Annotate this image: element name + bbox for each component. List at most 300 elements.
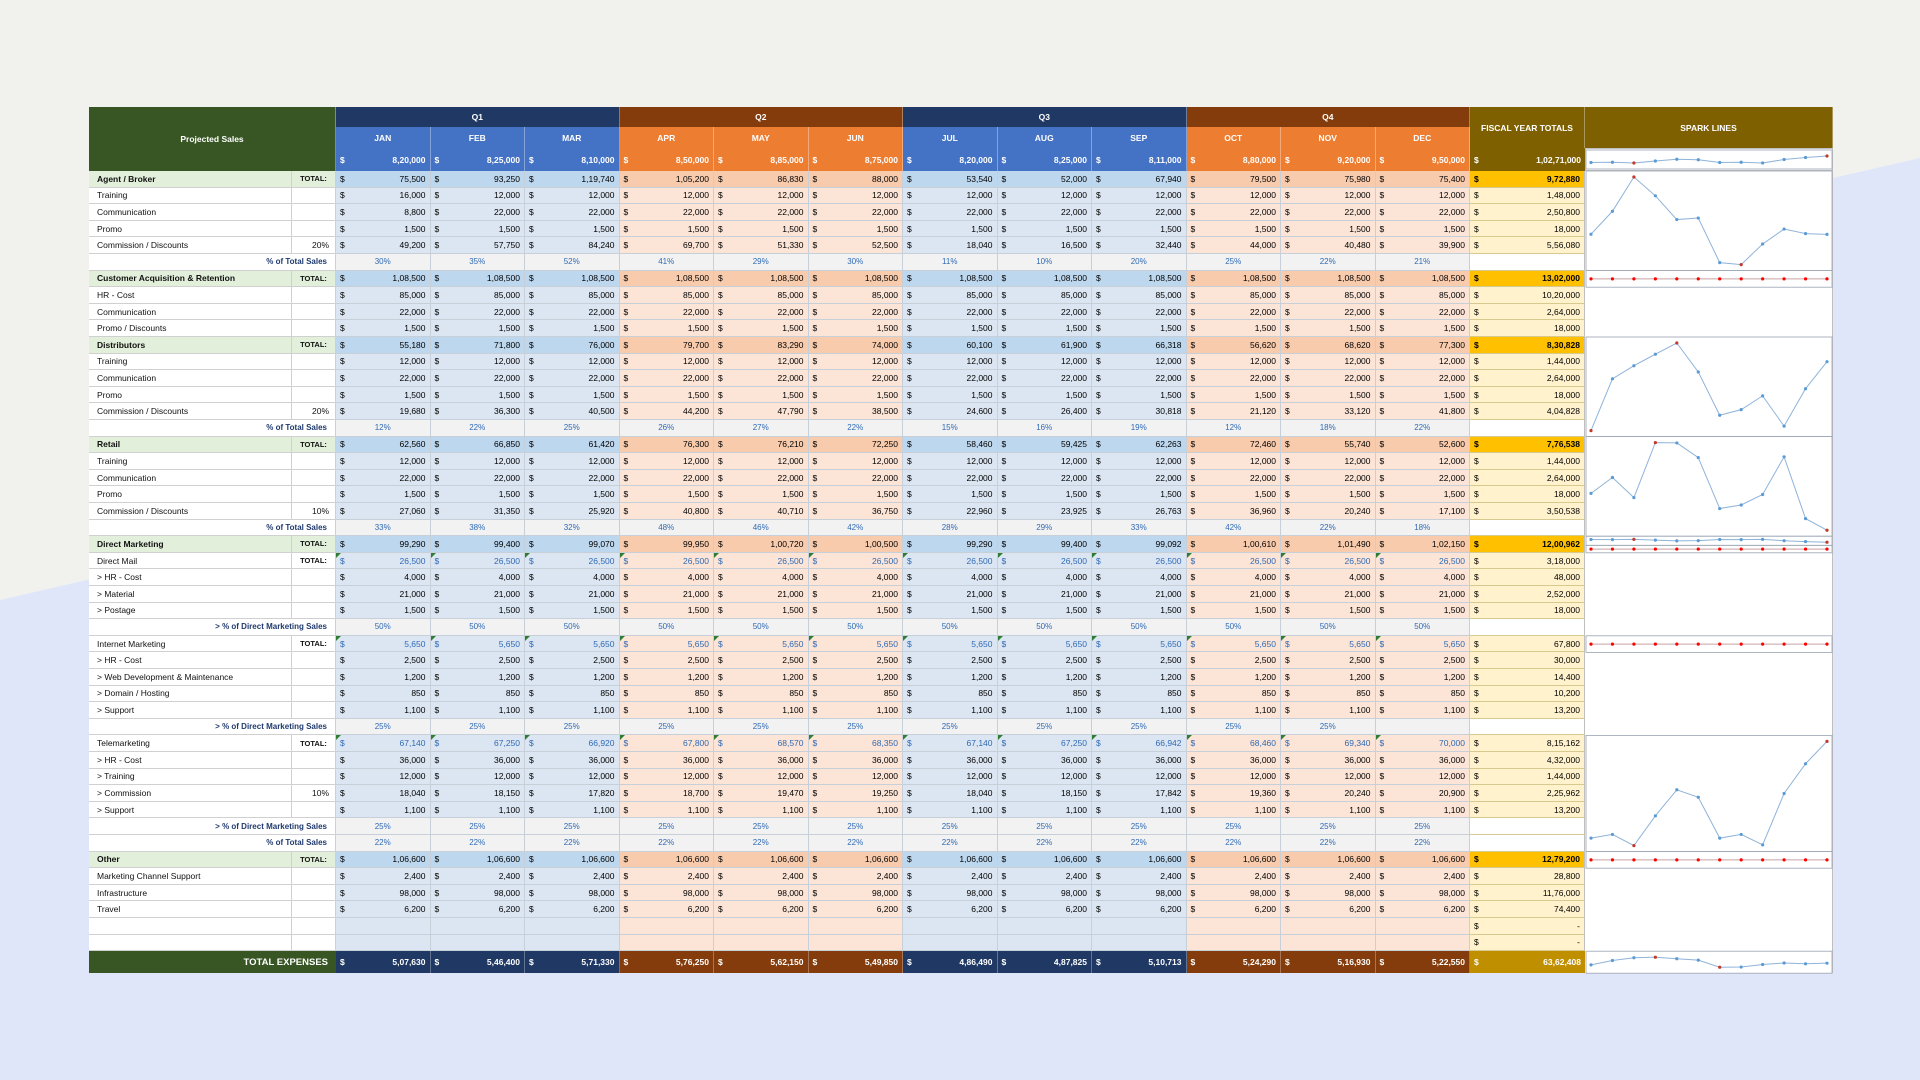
cell-value: 22,000: [872, 206, 898, 217]
fiscal-year-value: 13,200: [1554, 704, 1580, 715]
currency-symbol: $: [1285, 472, 1290, 483]
cell-value: 22,000: [1439, 306, 1465, 317]
month-cell-jun: [809, 918, 904, 935]
currency-symbol: $: [434, 854, 440, 865]
cell-value: 21,000: [1155, 588, 1182, 599]
currency-symbol: $: [1190, 273, 1196, 284]
currency-symbol: $: [623, 787, 629, 798]
percent-value: 28%: [903, 520, 998, 537]
month-cell-jan: [336, 320, 431, 337]
month-cell-may: [714, 536, 809, 553]
total-expenses-oct: [1187, 951, 1282, 973]
currency-symbol: $: [1001, 555, 1007, 566]
month-cell-jun: [809, 901, 904, 918]
currency-symbol: $: [812, 688, 818, 699]
currency-symbol: $: [434, 323, 440, 334]
currency-symbol: $: [718, 206, 723, 217]
currency-symbol: $: [1474, 787, 1479, 798]
projected-sales-value: 8,20,000: [959, 154, 993, 165]
cell-value: 6,200: [1443, 904, 1465, 915]
fiscal-year-value: 28,800: [1554, 870, 1580, 881]
cell-value: 12,000: [1344, 356, 1371, 367]
month-cell-apr: [620, 370, 715, 387]
cell-value: 40,480: [1344, 240, 1371, 251]
month-cell-jun: [809, 569, 904, 586]
currency-symbol: $: [434, 223, 440, 234]
cell-value: 12,000: [872, 190, 898, 201]
cell-value: 6,200: [593, 904, 615, 915]
projected-sales-header: Projected Sales: [89, 107, 336, 171]
currency-symbol: $: [907, 455, 912, 466]
currency-symbol: $: [812, 538, 818, 549]
currency-symbol: $: [1096, 555, 1101, 566]
month-cell-apr: [620, 403, 715, 420]
percent-value: 50%: [903, 619, 998, 636]
currency-symbol: $: [718, 538, 723, 549]
cell-value: 2,500: [593, 655, 615, 666]
currency-symbol: $: [1001, 572, 1007, 583]
rate-cell: [292, 569, 336, 586]
cell-value: 85,000: [966, 289, 993, 300]
currency-symbol: $: [623, 289, 629, 300]
fiscal-year-total-cell: [1470, 387, 1585, 404]
cell-value: 12,000: [1155, 455, 1182, 466]
currency-symbol: $: [1190, 223, 1196, 234]
fiscal-year-value: 2,25,962: [1546, 787, 1580, 798]
percent-value: 22%: [998, 835, 1093, 852]
cell-value: 98,000: [872, 887, 898, 898]
row-label: > Support: [89, 702, 292, 719]
month-cell-jan: [336, 603, 431, 620]
currency-symbol: $: [1474, 439, 1479, 450]
percent-value: 22%: [525, 835, 620, 852]
currency-symbol: $: [623, 638, 629, 649]
month-cell-oct: [1187, 470, 1282, 487]
percent-value: 12%: [336, 420, 431, 437]
month-cell-feb: [431, 304, 526, 321]
currency-symbol: $: [340, 572, 345, 583]
month-cell-nov: [1281, 437, 1376, 454]
spark-point: [1632, 956, 1635, 959]
spark-point: [1697, 539, 1700, 542]
month-cell-dec: [1376, 287, 1471, 304]
cell-value: 32,440: [1155, 240, 1182, 251]
fiscal-year-total-cell: [1470, 935, 1585, 952]
currency-symbol: $: [907, 655, 912, 666]
currency-symbol: $: [812, 870, 818, 881]
currency-symbol: $: [1379, 638, 1385, 649]
row-label: Travel: [89, 901, 292, 918]
currency-symbol: $: [1379, 223, 1385, 234]
month-cell-jan: [336, 370, 431, 387]
cell-value: 2,400: [1160, 870, 1182, 881]
fiscal-year-value: 18,000: [1554, 489, 1580, 500]
month-cell-may: [714, 852, 809, 869]
spark-lines-header: SPARK LINES: [1585, 107, 1833, 148]
month-cell-apr: [620, 586, 715, 603]
spark-point: [1697, 796, 1700, 799]
cell-value: 1,500: [1349, 389, 1371, 400]
cell-value: 21,000: [777, 588, 804, 599]
cell-value: 8,800: [404, 206, 426, 217]
month-cell-oct: [1187, 652, 1282, 669]
currency-symbol: $: [340, 688, 345, 699]
quarter-header-q2: Q2: [620, 107, 904, 127]
currency-symbol: $: [812, 339, 818, 350]
cell-value: 68,460: [1250, 738, 1276, 749]
percent-value: 42%: [1187, 520, 1282, 537]
row-label: Training: [89, 453, 292, 470]
cell-value: 22,000: [683, 472, 709, 483]
percent-value: 22%: [714, 835, 809, 852]
rate-cell: [292, 188, 336, 205]
month-cell-apr: [620, 320, 715, 337]
fiscal-year-total-cell: [1470, 171, 1585, 188]
total-expenses-value: 5,46,400: [486, 957, 520, 968]
currency-symbol: $: [1001, 904, 1007, 915]
month-cell-feb: [431, 387, 526, 404]
cell-value: 57,750: [494, 240, 520, 251]
cell-value: 4,000: [1254, 572, 1276, 583]
formula-marker: [1092, 636, 1097, 641]
currency-symbol: $: [1285, 605, 1290, 616]
currency-symbol: $: [434, 306, 440, 317]
currency-symbol: $: [1285, 273, 1290, 284]
month-cell-dec: [1376, 304, 1471, 321]
cell-value: 1,200: [782, 671, 804, 682]
percent-value: 41%: [620, 254, 715, 271]
cell-value: 40,800: [683, 505, 709, 516]
section-label: Distributors: [89, 337, 292, 354]
currency-symbol: $: [1379, 439, 1385, 450]
month-cell-sep: [1092, 536, 1187, 553]
cell-value: 1,500: [1254, 489, 1276, 500]
month-cell-may: [714, 437, 809, 454]
currency-symbol: $: [718, 505, 723, 516]
percent-value: 25%: [1187, 254, 1282, 271]
currency-symbol: $: [812, 206, 818, 217]
currency-symbol: $: [340, 223, 345, 234]
month-cell-dec: [1376, 221, 1471, 238]
cell-value: 22,000: [966, 306, 993, 317]
percent-value: 50%: [431, 619, 526, 636]
currency-symbol: $: [907, 273, 912, 284]
month-header-jun: JUN: [809, 127, 904, 148]
cell-value: 1,500: [1254, 605, 1276, 616]
currency-symbol: $: [812, 588, 818, 599]
month-cell-dec: [1376, 503, 1471, 520]
spark-point: [1589, 277, 1592, 280]
month-cell-oct: [1187, 636, 1282, 653]
currency-symbol: $: [529, 638, 534, 649]
currency-symbol: $: [1474, 505, 1479, 516]
month-cell-nov: [1281, 354, 1376, 371]
currency-symbol: $: [718, 372, 723, 383]
cell-value: 58,460: [966, 439, 993, 450]
percent-value: 22%: [431, 835, 526, 852]
cell-value: 22,000: [872, 372, 898, 383]
cell-value: 22,000: [588, 372, 615, 383]
month-cell-jun: [809, 320, 904, 337]
month-cell-apr: [620, 437, 715, 454]
percent-value: [1376, 719, 1471, 736]
month-cell-mar: [525, 735, 620, 752]
month-cell-nov: [1281, 686, 1376, 703]
percent-value: 18%: [1376, 520, 1471, 537]
cell-value: 5,650: [1065, 638, 1087, 649]
currency-symbol: $: [340, 406, 345, 417]
percent-value: 18%: [1281, 420, 1376, 437]
currency-symbol: $: [340, 804, 345, 815]
cell-value: 36,960: [1250, 505, 1276, 516]
currency-symbol: $: [1096, 605, 1101, 616]
currency-symbol: $: [907, 306, 912, 317]
cell-value: 52,000: [1061, 173, 1087, 184]
quarter-header-q4: Q4: [1187, 107, 1471, 127]
cell-value: 22,000: [494, 472, 520, 483]
currency-symbol: $: [907, 223, 912, 234]
month-cell-nov: [1281, 403, 1376, 420]
formula-marker: [1187, 553, 1192, 558]
formula-marker: [1187, 735, 1192, 740]
cell-value: 55,740: [1344, 439, 1371, 450]
month-cell-sep: [1092, 603, 1187, 620]
cell-value: 53,540: [966, 173, 993, 184]
currency-symbol: $: [340, 455, 345, 466]
currency-symbol: $: [1190, 489, 1196, 500]
fiscal-year-total-cell: [1470, 403, 1585, 420]
cell-value: 1,500: [876, 605, 898, 616]
month-cell-jun: [809, 171, 904, 188]
currency-symbol: $: [1379, 804, 1385, 815]
month-cell-feb: [431, 287, 526, 304]
cell-value: 85,000: [1250, 289, 1276, 300]
month-cell-nov: [1281, 885, 1376, 902]
row-label: [89, 918, 292, 935]
spark-point: [1654, 956, 1657, 959]
month-cell-mar: [525, 271, 620, 288]
cell-value: 22,000: [1061, 206, 1087, 217]
month-cell-jan: [336, 387, 431, 404]
percent-value: 25%: [525, 818, 620, 835]
cell-value: 850: [411, 688, 426, 699]
month-cell-jun: [809, 935, 904, 952]
cell-value: 1,500: [971, 223, 993, 234]
currency-symbol: $: [1379, 339, 1385, 350]
spark-point: [1804, 517, 1807, 520]
spark-point: [1825, 858, 1828, 861]
month-cell-jan: [336, 636, 431, 653]
fiscal-year-value: 2,52,000: [1546, 588, 1580, 599]
quarter-header-q3: Q3: [903, 107, 1187, 127]
currency-symbol: $: [1474, 671, 1479, 682]
cell-value: 98,000: [1439, 887, 1465, 898]
percent-value: 22%: [809, 420, 904, 437]
spark-box-agent-broker: [1586, 171, 1832, 271]
total-expenses-value: 5,07,630: [392, 957, 426, 968]
currency-symbol: $: [623, 489, 629, 500]
row-label: HR - Cost: [89, 287, 292, 304]
currency-symbol: $: [1190, 904, 1196, 915]
fiscal-year-total-cell: [1470, 586, 1585, 603]
cell-value: 1,00,720: [770, 538, 804, 549]
month-cell-jan: [336, 553, 431, 570]
row-label: > Commission: [89, 785, 292, 802]
fiscal-year-value: -: [1577, 920, 1580, 931]
total-tag: TOTAL:: [292, 553, 336, 570]
currency-symbol: $: [907, 738, 912, 749]
cell-value: 98,000: [494, 887, 520, 898]
cell-value: 67,140: [966, 738, 993, 749]
cell-value: 36,300: [494, 406, 520, 417]
total-expenses-value: 4,87,825: [1053, 957, 1087, 968]
spark-point: [1632, 496, 1635, 499]
row-label: [89, 935, 292, 952]
month-cell-sep: [1092, 752, 1187, 769]
month-cell-mar: [525, 437, 620, 454]
cell-value: 76,300: [683, 439, 709, 450]
month-cell-sep: [1092, 702, 1187, 719]
cell-value: 18,040: [966, 787, 993, 798]
month-cell-jun: [809, 204, 904, 221]
spark-point: [1675, 858, 1678, 861]
month-cell-sep: [1092, 918, 1187, 935]
month-cell-feb: [431, 769, 526, 786]
currency-symbol: $: [907, 240, 912, 251]
spark-point: [1804, 643, 1807, 646]
currency-symbol: $: [529, 339, 534, 350]
cell-value: 83,290: [777, 339, 804, 350]
currency-symbol: $: [718, 190, 723, 201]
cell-value: 12,000: [1155, 190, 1182, 201]
percent-value: 25%: [620, 719, 715, 736]
currency-symbol: $: [1285, 206, 1290, 217]
month-cell-feb: [431, 354, 526, 371]
currency-symbol: $: [1096, 704, 1101, 715]
currency-symbol: $: [623, 306, 629, 317]
cell-value: 2,500: [687, 655, 709, 666]
month-cell-feb: [431, 918, 526, 935]
cell-value: 51,330: [777, 240, 804, 251]
cell-value: 1,500: [876, 323, 898, 334]
cell-value: 41,800: [1439, 406, 1465, 417]
percent-value: 25%: [903, 818, 998, 835]
fiscal-year-total-cell: [1470, 420, 1585, 437]
month-cell-mar: [525, 287, 620, 304]
month-cell-sep: [1092, 885, 1187, 902]
cell-value: 1,100: [687, 704, 709, 715]
currency-symbol: $: [623, 804, 629, 815]
currency-symbol: $: [1096, 671, 1101, 682]
spark-point: [1761, 858, 1764, 861]
fiscal-year-value: 2,50,800: [1546, 206, 1580, 217]
cell-value: 1,500: [971, 605, 993, 616]
currency-symbol: $: [718, 588, 723, 599]
spark-point: [1804, 156, 1807, 159]
rate-cell: [292, 387, 336, 404]
currency-symbol: $: [1190, 538, 1196, 549]
spark-point: [1654, 547, 1657, 550]
currency-symbol: $: [1379, 306, 1385, 317]
currency-symbol: $: [1379, 754, 1385, 765]
currency-symbol: $: [1096, 804, 1101, 815]
cell-value: 21,000: [872, 588, 898, 599]
spark-point: [1782, 547, 1785, 550]
month-cell-jan: [336, 901, 431, 918]
spark-point: [1632, 844, 1635, 847]
spark-lines-svg: [1585, 107, 1833, 973]
currency-symbol: $: [529, 389, 534, 400]
currency-symbol: $: [1001, 154, 1007, 165]
currency-symbol: $: [340, 555, 345, 566]
spark-line-agent-broker: [1591, 177, 1827, 265]
month-cell-dec: [1376, 686, 1471, 703]
month-cell-sep: [1092, 271, 1187, 288]
currency-symbol: $: [1379, 273, 1385, 284]
currency-symbol: $: [1001, 389, 1007, 400]
formula-marker: [903, 735, 908, 740]
spark-point: [1825, 233, 1828, 236]
month-cell-aug: [998, 221, 1093, 238]
month-cell-jul: [903, 337, 998, 354]
cell-value: 12,000: [588, 190, 615, 201]
cell-value: 33,120: [1344, 406, 1371, 417]
currency-symbol: $: [1285, 655, 1290, 666]
cell-value: 98,000: [1250, 887, 1276, 898]
cell-value: 1,08,500: [1337, 273, 1371, 284]
cell-value: 1,100: [876, 804, 898, 815]
rate-cell: [292, 287, 336, 304]
currency-symbol: $: [434, 704, 440, 715]
spark-point: [1654, 858, 1657, 861]
spark-point: [1697, 158, 1700, 161]
total-expenses-fy: [1470, 951, 1585, 973]
row-label: Promo: [89, 486, 292, 503]
spark-point: [1675, 539, 1678, 542]
month-cell-jul: [903, 237, 998, 254]
fiscal-year-value: 4,32,000: [1546, 754, 1580, 765]
currency-symbol: $: [1285, 190, 1290, 201]
cell-value: 25,920: [588, 505, 615, 516]
currency-symbol: $: [1474, 638, 1479, 649]
cell-value: 24,600: [966, 406, 993, 417]
currency-symbol: $: [340, 489, 345, 500]
currency-symbol: $: [1379, 771, 1385, 782]
cell-value: 22,000: [494, 206, 520, 217]
currency-symbol: $: [1285, 538, 1290, 549]
currency-symbol: $: [907, 957, 912, 968]
cell-value: 22,000: [494, 372, 520, 383]
currency-symbol: $: [1190, 887, 1196, 898]
cell-value: 12,000: [494, 771, 520, 782]
cell-value: 1,08,500: [864, 273, 898, 284]
percent-value: 50%: [714, 619, 809, 636]
currency-symbol: $: [1001, 306, 1007, 317]
month-cell-apr: [620, 287, 715, 304]
cell-value: 22,000: [494, 306, 520, 317]
currency-symbol: $: [1474, 173, 1479, 184]
month-cell-mar: [525, 387, 620, 404]
month-cell-may: [714, 586, 809, 603]
cell-value: 1,500: [1349, 223, 1371, 234]
currency-symbol: $: [623, 771, 629, 782]
cell-value: 26,500: [1061, 555, 1087, 566]
percent-value: 11%: [903, 254, 998, 271]
month-cell-nov: [1281, 901, 1376, 918]
cell-value: 12,000: [1155, 356, 1182, 367]
spark-point: [1825, 154, 1828, 157]
cell-value: 12,000: [966, 771, 993, 782]
